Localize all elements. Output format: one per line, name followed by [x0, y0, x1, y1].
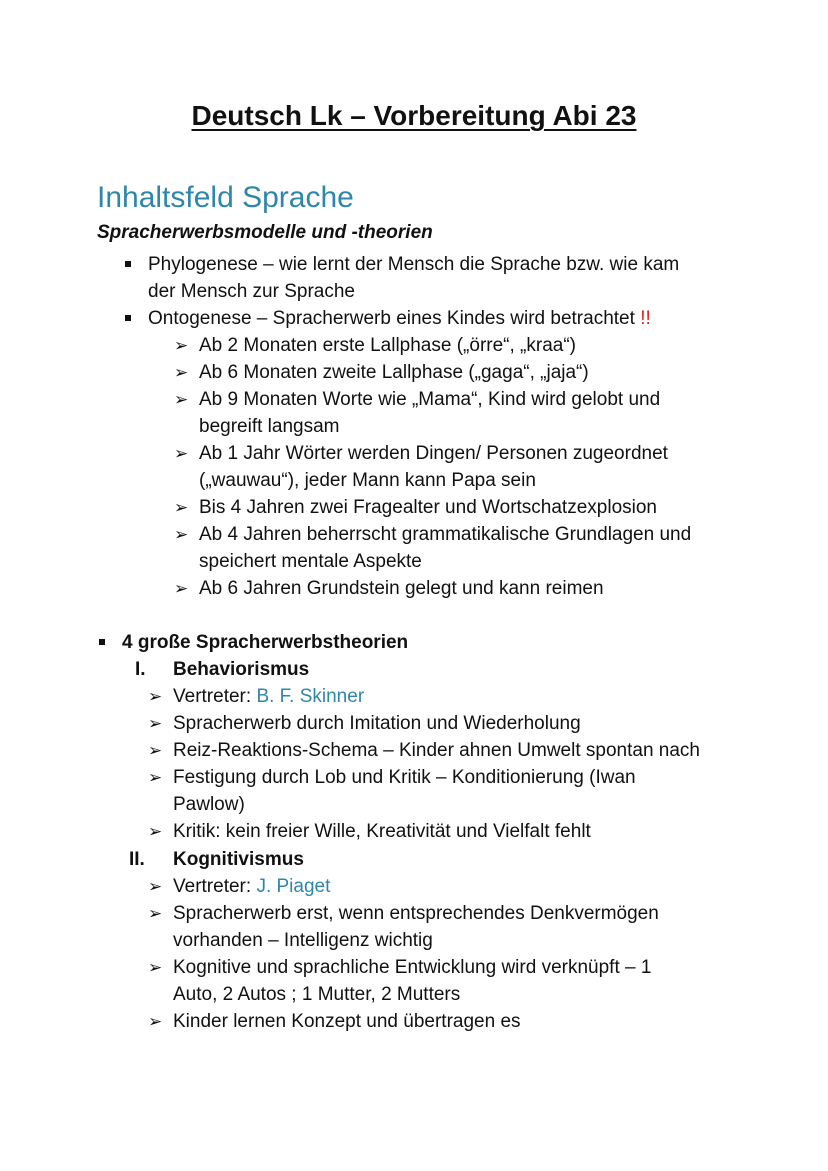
arrow-bullet-icon: ➢ — [174, 525, 189, 544]
arrow-bullet-icon: ➢ — [148, 958, 163, 977]
stage-item: Bis 4 Jahren zwei Fragealter und Wortschatzexplosion — [199, 497, 657, 518]
arrow-bullet-icon: ➢ — [174, 390, 189, 409]
behaviorismus-point: Festigung durch Lob und Kritik – Konditionierung (Iwan — [173, 767, 636, 788]
arrow-bullet-icon: ➢ — [174, 444, 189, 463]
behaviorismus-point: Spracherwerb durch Imitation und Wiederholung — [173, 713, 581, 734]
arrow-bullet-icon: ➢ — [174, 363, 189, 382]
behaviorismus-point: Kritik: kein freier Wille, Kreativität und Vielfalt fehlt — [173, 821, 591, 842]
kognitivismus-point-continuation: vorhanden – Intelligenz wichtig — [173, 930, 433, 951]
representative-name: B. F. Skinner — [256, 686, 365, 707]
ontogenese-line — [148, 305, 651, 332]
section-heading: Inhaltsfeld Sprache — [97, 181, 354, 214]
arrow-bullet-icon: ➢ — [148, 714, 163, 733]
kognitivismus-heading: Kognitivismus — [173, 849, 304, 870]
theories-heading: 4 große Spracherwerbstheorien — [122, 632, 409, 653]
kognitivismus-representative — [173, 873, 330, 900]
behaviorismus-heading: Behaviorismus — [173, 659, 310, 680]
kognitivismus-point: Spracherwerb erst, wenn entsprechendes Denkvermögen — [173, 903, 659, 924]
behaviorismus-representative — [173, 683, 364, 710]
arrow-bullet-icon: ➢ — [148, 822, 163, 841]
arrow-bullet-icon: ➢ — [174, 498, 189, 517]
kognitivismus-point: Kinder lernen Konzept und übertragen es — [173, 1011, 521, 1032]
kognitivismus-point: Kognitive und sprachliche Entwicklung wird verknüpft – 1 — [173, 957, 652, 978]
section-subheading: Spracherwerbsmodelle und -theorien — [97, 222, 433, 243]
ontogenese-text: Ontogenese – Spracherwerb eines Kindes wird betrachtet — [148, 308, 635, 329]
arrow-bullet-icon: ➢ — [148, 877, 163, 896]
square-bullet-icon — [125, 315, 131, 321]
behaviorismus-point: Reiz-Reaktions-Schema – Kinder ahnen Umwelt spontan nach — [173, 740, 700, 761]
important-mark: !! — [640, 308, 651, 329]
numeral-i: I. — [135, 659, 146, 680]
square-bullet-icon — [125, 261, 131, 267]
stage-item-continuation: speichert mentale Aspekte — [199, 551, 422, 572]
arrow-bullet-icon: ➢ — [174, 336, 189, 355]
arrow-bullet-icon: ➢ — [148, 741, 163, 760]
kognitivismus-point-continuation: Auto, 2 Autos ; 1 Mutter, 2 Mutters — [173, 984, 461, 1005]
arrow-bullet-icon: ➢ — [148, 768, 163, 787]
representative-name: J. Piaget — [256, 876, 331, 897]
arrow-bullet-icon: ➢ — [148, 904, 163, 923]
phylogenese-line-1: Phylogenese – wie lernt der Mensch die Sprache bzw. wie kam — [148, 254, 680, 275]
arrow-bullet-icon: ➢ — [174, 579, 189, 598]
stage-item: Ab 6 Monaten zweite Lallphase („gaga“, „jaja“) — [199, 362, 589, 383]
stage-item: Ab 1 Jahr Wörter werden Dingen/ Personen zugeordnet — [199, 443, 668, 464]
stage-item: Ab 4 Jahren beherrscht grammatikalische Grundlagen und — [199, 524, 692, 545]
square-bullet-icon — [99, 639, 105, 645]
stage-item: Ab 2 Monaten erste Lallphase („örre“, „kraa“) — [199, 335, 576, 356]
numeral-ii: II. — [129, 849, 145, 870]
arrow-bullet-icon: ➢ — [148, 687, 163, 706]
stage-item: Ab 6 Jahren Grundstein gelegt und kann reimen — [199, 578, 604, 599]
phylogenese-line-2: der Mensch zur Sprache — [148, 281, 355, 302]
representative-label: Vertreter: — [173, 686, 252, 707]
stage-item-continuation: („wauwau“), jeder Mann kann Papa sein — [199, 470, 536, 491]
representative-label: Vertreter: — [173, 876, 252, 897]
arrow-bullet-icon: ➢ — [148, 1012, 163, 1031]
stage-item-continuation: begreift langsam — [199, 416, 340, 437]
document-title: Deutsch Lk – Vorbereitung Abi 23 — [191, 100, 637, 131]
stage-item: Ab 9 Monaten Worte wie „Mama“, Kind wird gelobt und — [199, 389, 661, 410]
behaviorismus-point-continuation: Pawlow) — [173, 794, 245, 815]
